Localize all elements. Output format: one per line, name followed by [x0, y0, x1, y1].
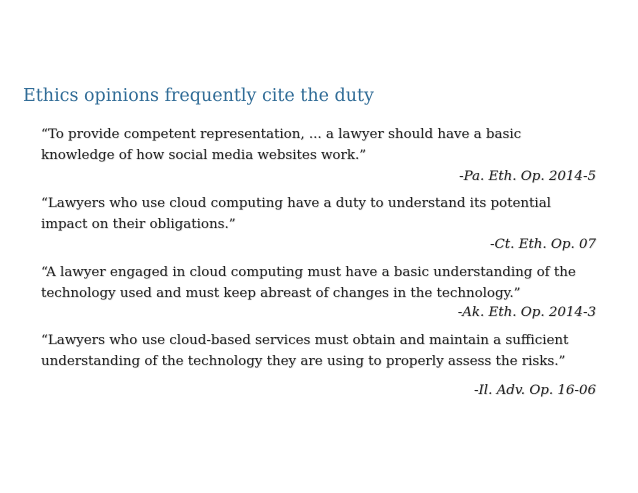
slide-title: Ethics opinions frequently cite the duty: [23, 86, 374, 106]
citation: -Il. Adv. Op. 16-06: [473, 383, 596, 398]
quote-block-1: [41, 124, 611, 166]
citation: -Pa. Eth. Op. 2014-5: [459, 169, 596, 184]
quote-block-2: [41, 193, 611, 235]
quote-line: understanding of the technology they are using to properly assess the risks.”: [41, 354, 566, 369]
quote-line: “Lawyers who use cloud computing have a duty to understand its potential: [41, 196, 551, 211]
quote-block-4: [41, 330, 611, 372]
citation: -Ak. Eth. Op. 2014-3: [457, 305, 596, 320]
quote-line: “To provide competent representation, ... a lawyer should have a basic: [41, 127, 522, 142]
quote-line: “Lawyers who use cloud-based services must obtain and maintain a sufficient: [41, 333, 569, 348]
citation: -Ct. Eth. Op. 07: [489, 237, 596, 252]
quote-line: technology used and must keep abreast of changes in the technology.”: [41, 286, 521, 301]
quote-line: impact on their obligations.”: [41, 217, 236, 232]
quote-line: “A lawyer engaged in cloud computing must have a basic understanding of the: [41, 265, 576, 280]
quote-block-3: [41, 262, 611, 304]
quote-line: knowledge of how social media websites work.”: [41, 148, 367, 163]
